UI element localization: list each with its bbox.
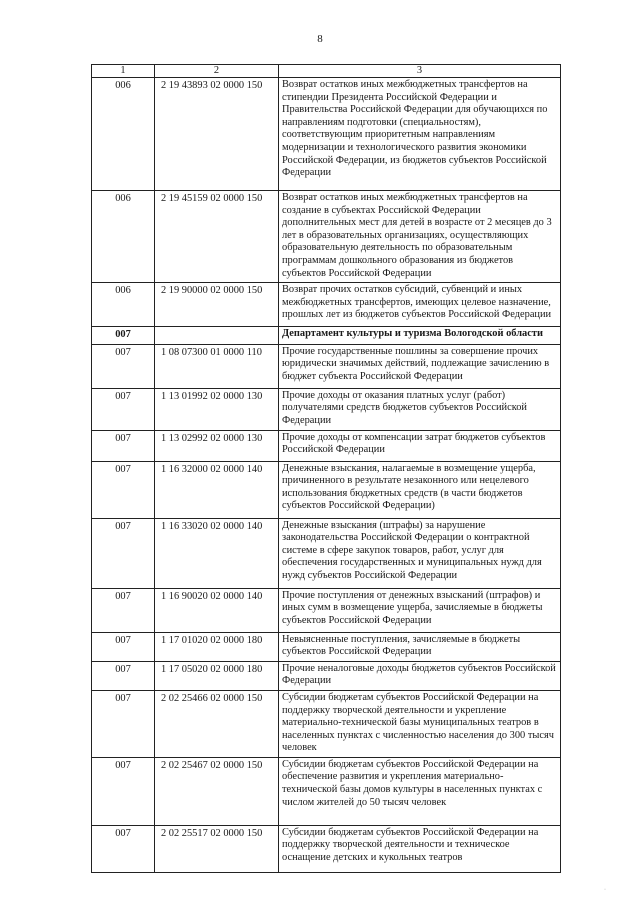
admin-code-cell: 007 (92, 825, 155, 872)
revenue-code-cell: 1 16 32000 02 0000 140 (155, 461, 279, 518)
revenue-code-cell: 2 19 43893 02 0000 150 (155, 78, 279, 191)
revenue-description-cell: Департамент культуры и туризма Вологодской области (279, 327, 561, 345)
admin-code-cell: 007 (92, 690, 155, 757)
revenue-description-cell: Субсидии бюджетам субъектов Российской Федерации на поддержку творческой деятельности и укрепление материально-технической базы муниципальных театров в населенных пунктах с численностью населения до 300 тысяч человек (279, 690, 561, 757)
table-row (92, 690, 561, 757)
revenue-code-cell: 1 08 07300 01 0000 110 (155, 344, 279, 388)
revenue-description-cell: Невыясненные поступления, зачисляемые в бюджеты субъектов Российской Федерации (279, 632, 561, 661)
revenue-description-cell: Субсидии бюджетам субъектов Российской Федерации на поддержку творческой деятельности и техническое оснащение детских и кукольных театров (279, 825, 561, 872)
table-row (92, 757, 561, 825)
column-header-2: 2 (155, 65, 279, 78)
revenue-description-cell: Прочие доходы от оказания платных услуг (работ) получателями средств бюджетов субъектов Российской Федерации (279, 388, 561, 430)
admin-code-cell: 007 (92, 461, 155, 518)
revenue-description-cell: Прочие поступления от денежных взысканий (штрафов) и иных сумм в возмещение ущерба, зачисляемые в бюджеты субъектов Российской Федерации (279, 588, 561, 632)
revenue-description-cell: Прочие неналоговые доходы бюджетов субъектов Российской Федерации (279, 661, 561, 690)
revenue-code-cell: 1 16 33020 02 0000 140 (155, 518, 279, 588)
table-row (92, 461, 561, 518)
page-number: 8 (317, 33, 323, 45)
table-row (92, 191, 561, 283)
table-row (92, 78, 561, 191)
admin-code-cell: 007 (92, 518, 155, 588)
revenue-description-cell: Денежные взыскания (штрафы) за нарушение законодательства Российской Федерации о контрактной системе в сфере закупок товаров, работ, услуг для обеспечения государственных и муниципальных нужд для нужд субъектов Российской Федерации (279, 518, 561, 588)
revenue-description-cell: Субсидии бюджетам субъектов Российской Федерации на обеспечение развития и укрепления материально-технической базы домов культуры в населенных пунктах с числом жителей до 50 тысяч человек (279, 757, 561, 825)
revenue-code-cell: 2 19 90000 02 0000 150 (155, 283, 279, 327)
revenue-code-cell: 1 16 90020 02 0000 140 (155, 588, 279, 632)
table-row (92, 661, 561, 690)
revenue-code-cell: 1 17 01020 02 0000 180 (155, 632, 279, 661)
revenue-code-cell (155, 327, 279, 345)
revenue-code-cell: 2 19 45159 02 0000 150 (155, 191, 279, 283)
revenue-description-cell: Возврат остатков иных межбюджетных трансфертов на создание в субъектах Российской Федерации дополнительных мест для детей в возрасте от 2 месяцев до 3 лет в образовательных организациях, осуществляющих образовательную деятельность по образовательным программам дошкольного образования из бюджетов субъектов Российской Федерации (279, 191, 561, 283)
table-row (92, 388, 561, 430)
revenue-code-cell: 2 02 25467 02 0000 150 (155, 757, 279, 825)
revenue-description-cell: Прочие доходы от компенсации затрат бюджетов субъектов Российской Федерации (279, 430, 561, 461)
revenue-description-cell: Возврат прочих остатков субсидий, субвенций и иных межбюджетных трансфертов, имеющих целевое назначение, прошлых лет из бюджетов субъектов Российской Федерации (279, 283, 561, 327)
column-header-3: 3 (279, 65, 561, 78)
column-header-1: 1 (92, 65, 155, 78)
revenue-code-cell: 1 17 05020 02 0000 180 (155, 661, 279, 690)
revenue-codes-table (91, 64, 561, 873)
admin-code-cell: 006 (92, 191, 155, 283)
table-row (92, 825, 561, 872)
revenue-description-cell: Прочие государственные пошлины за совершение прочих юридически значимых действий, подлежащие зачислению в бюджет субъекта Российской Федерации (279, 344, 561, 388)
revenue-code-cell: 1 13 01992 02 0000 130 (155, 388, 279, 430)
admin-code-cell: 007 (92, 430, 155, 461)
revenue-code-cell: 2 02 25466 02 0000 150 (155, 690, 279, 757)
scan-mark: · (604, 887, 606, 893)
admin-code-cell: 007 (92, 344, 155, 388)
admin-code-cell: 007 (92, 632, 155, 661)
admin-code-cell: 007 (92, 757, 155, 825)
revenue-description-cell: Денежные взыскания, налагаемые в возмещение ущерба, причиненного в результате незаконного или нецелевого использования бюджетных средств (в части бюджетов субъектов Российской Федерации) (279, 461, 561, 518)
section-row (92, 327, 561, 345)
admin-code-cell: 007 (92, 327, 155, 345)
table-row (92, 430, 561, 461)
table-row (92, 588, 561, 632)
table-header-row (92, 65, 561, 78)
admin-code-cell: 007 (92, 588, 155, 632)
table-row (92, 344, 561, 388)
admin-code-cell: 007 (92, 388, 155, 430)
revenue-description-cell: Возврат остатков иных межбюджетных трансфертов на стипендии Президента Российской Федерации и Правительства Российской Федерации для обучающихся по направлениям подготовки (специальностям), соответствующим приоритетным направлениям модернизации и технологического развития экономики Российской Федерации, из бюджетов субъектов Российской Федерации (279, 78, 561, 191)
table-row (92, 632, 561, 661)
table-row (92, 283, 561, 327)
admin-code-cell: 007 (92, 661, 155, 690)
table-row (92, 518, 561, 588)
admin-code-cell: 006 (92, 78, 155, 191)
admin-code-cell: 006 (92, 283, 155, 327)
revenue-code-cell: 2 02 25517 02 0000 150 (155, 825, 279, 872)
revenue-code-cell: 1 13 02992 02 0000 130 (155, 430, 279, 461)
